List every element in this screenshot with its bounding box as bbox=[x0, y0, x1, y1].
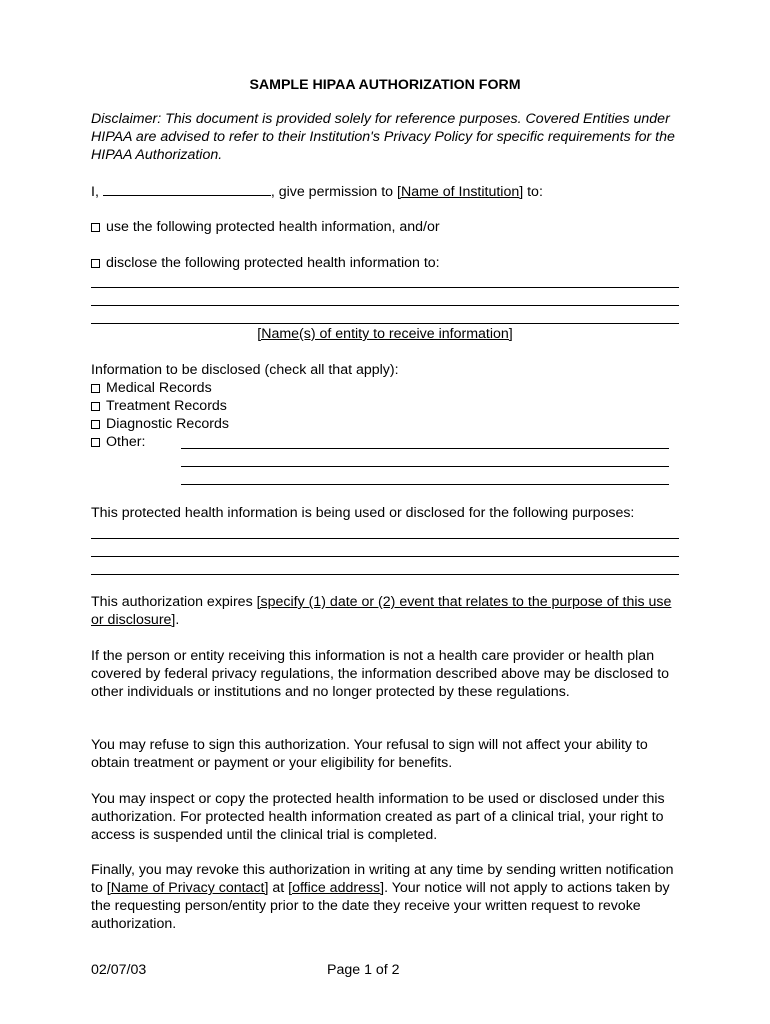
name-blank[interactable] bbox=[103, 182, 271, 196]
expiry-prefix: This authorization expires bbox=[91, 594, 257, 610]
diagnostic-checkbox[interactable] bbox=[91, 420, 100, 429]
disclose-checkbox[interactable] bbox=[91, 259, 100, 268]
treatment-checkbox[interactable] bbox=[91, 402, 100, 411]
permission-middle: , give permission to bbox=[270, 184, 397, 200]
permission-suffix: to: bbox=[523, 184, 543, 200]
other-label: Other: bbox=[106, 434, 146, 450]
treatment-label: Treatment Records bbox=[106, 398, 227, 414]
medical-checkbox[interactable] bbox=[91, 384, 100, 393]
revoke-part2: at bbox=[268, 880, 289, 896]
info-item-diagnostic bbox=[91, 415, 679, 433]
use-checkbox[interactable] bbox=[91, 223, 100, 232]
expiry-placeholder: [specify (1) date or (2) event that relates to the purpose of this use or disclosure] bbox=[91, 594, 672, 628]
institution-placeholder: [Name of Institution] bbox=[397, 184, 524, 200]
other-line-1[interactable] bbox=[181, 448, 669, 449]
page-title: SAMPLE HIPAA AUTHORIZATION FORM bbox=[249, 77, 521, 93]
revoke-paragraph bbox=[91, 861, 679, 933]
expiry-suffix: . bbox=[175, 612, 180, 628]
privacy-contact-placeholder: [Name of Privacy contact] bbox=[106, 880, 269, 896]
purpose-line-3[interactable] bbox=[91, 574, 679, 575]
recipient-line-3[interactable] bbox=[91, 323, 679, 324]
redisclosure-paragraph: If the person or entity receiving this information is not a health care provider or health plan covered by federal privacy regulations, the information described above may be disclosed to other individuals or institutions and no longer protected by these regulations. bbox=[91, 648, 670, 700]
option-use bbox=[91, 218, 679, 236]
disclaimer: Disclaimer: This document is provided solely for reference purposes. Covered Entities under HIPAA are advised to refer to their Institution's Privacy Policy for specific requirements for the HIPAA Authorization. bbox=[91, 111, 675, 163]
recipient-line-2[interactable] bbox=[91, 305, 679, 306]
other-checkbox[interactable] bbox=[91, 438, 100, 447]
office-address-placeholder: [office address] bbox=[288, 880, 385, 896]
revoke-part3: . Your notice will not apply to actions taken by the requesting person/entity prior to the date they receive your written request to revoke authorization. bbox=[91, 880, 670, 932]
inspect-paragraph: You may inspect or copy the protected health information to be used or disclosed under this authorization. For protected health information created as part of a clinical trial, your right to access is suspended until the clinical trial is completed. bbox=[91, 791, 665, 843]
refuse-paragraph: You may refuse to sign this authorization. Your refusal to sign will not affect your ability to obtain treatment or payment or your eligibility for benefits. bbox=[91, 737, 648, 771]
purposes-text: This protected health information is being used or disclosed for the following purposes: bbox=[91, 505, 635, 521]
option-use-label: use the following protected health information, and/or bbox=[106, 219, 440, 235]
other-line-2[interactable] bbox=[181, 466, 669, 467]
recipient-caption: [Name(s) of entity to receive information] bbox=[257, 326, 513, 342]
expiry-paragraph bbox=[91, 593, 679, 629]
diagnostic-label: Diagnostic Records bbox=[106, 416, 230, 432]
purpose-line-1[interactable] bbox=[91, 538, 679, 539]
recipient-caption-wrap bbox=[91, 325, 679, 343]
info-item-medical bbox=[91, 379, 679, 397]
info-heading: Information to be disclosed (check all that apply): bbox=[91, 362, 399, 378]
option-disclose bbox=[91, 254, 679, 272]
permission-prefix: I, bbox=[91, 184, 103, 200]
revoke-part1: Finally, you may revoke this authorization in writing at any time by sending written notification to bbox=[91, 862, 674, 896]
info-item-treatment bbox=[91, 397, 679, 415]
other-line-3[interactable] bbox=[181, 484, 669, 485]
footer-page-number: Page 1 of 2 bbox=[327, 962, 400, 978]
permission-line bbox=[91, 182, 679, 201]
footer-date: 02/07/03 bbox=[91, 962, 147, 978]
medical-label: Medical Records bbox=[106, 380, 212, 396]
option-disclose-label: disclose the following protected health information to: bbox=[106, 255, 440, 271]
purpose-line-2[interactable] bbox=[91, 556, 679, 557]
recipient-line-1[interactable] bbox=[91, 287, 679, 288]
